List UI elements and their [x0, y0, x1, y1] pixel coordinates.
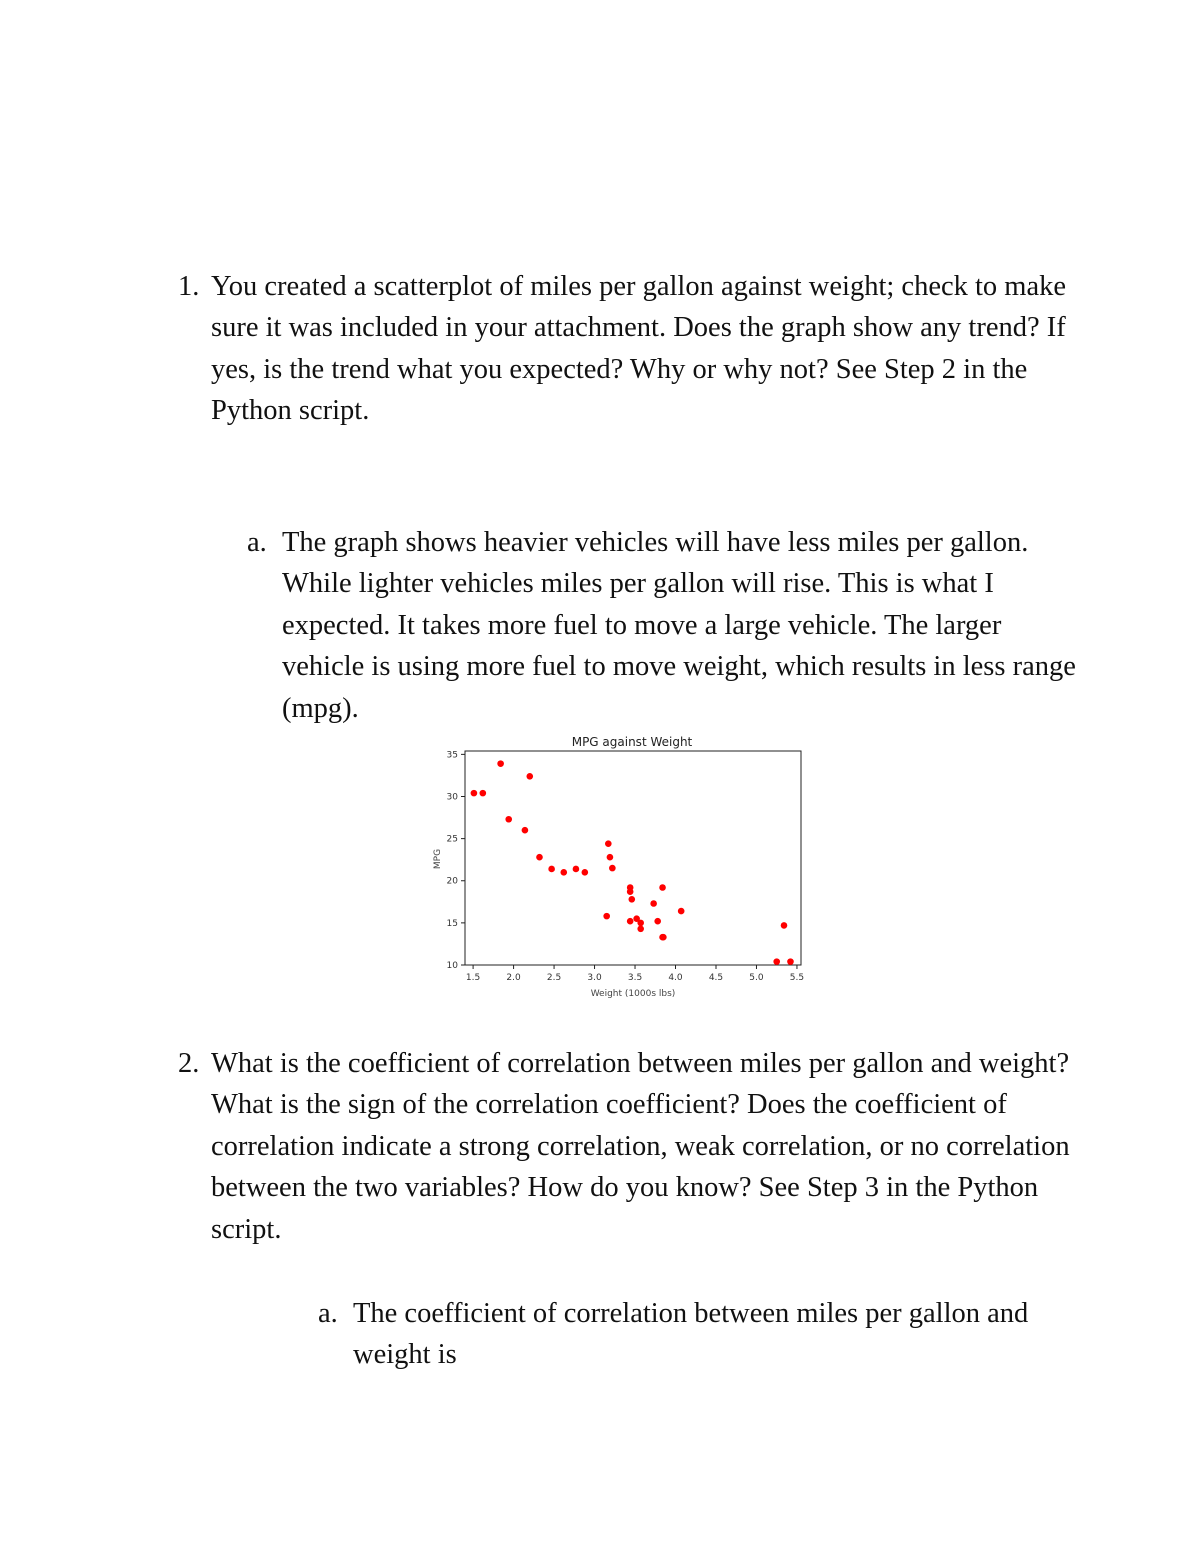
- data-point: [536, 854, 543, 861]
- plot-frame: [465, 751, 801, 965]
- x-tick-label: 2.0: [506, 973, 521, 983]
- data-point: [607, 854, 614, 861]
- data-point: [787, 958, 794, 965]
- data-points: [471, 760, 794, 965]
- y-tick-label: 25: [446, 834, 458, 845]
- data-point: [627, 918, 634, 925]
- data-point: [471, 790, 478, 797]
- data-point: [497, 760, 504, 767]
- data-point: [659, 934, 666, 941]
- data-point: [650, 900, 657, 907]
- question-2-text: What is the coefficient of correlation between miles per gallon and weight? What is the sign of the correlation coefficient? Does the coefficient of correlation indicate a strong correlation, weak correlation, or no correlation between the two variables? How do you know? See Step 3 in the Python script.: [211, 1048, 1070, 1245]
- x-tick-label: 5.5: [789, 973, 805, 983]
- y-axis-label: MPG: [433, 848, 443, 870]
- data-point: [605, 840, 612, 847]
- data-point: [659, 884, 666, 891]
- answer-2a-text: The coefficient of correlation between miles per gallon and weight is: [353, 1298, 1029, 1371]
- x-tick-label: 1.5: [465, 973, 481, 983]
- y-tick-label: 10: [446, 961, 458, 971]
- x-tick-label: 3.5: [627, 973, 643, 983]
- y-tick-label: 35: [446, 750, 458, 761]
- data-point: [505, 816, 512, 823]
- y-axis-ticks: [447, 750, 465, 971]
- y-tick-label: 30: [446, 792, 458, 803]
- answer-1a-text: The graph shows heavier vehicles will have less miles per gallon. While lighter vehicles miles per gallon will rise. This is what I expected. It takes more fuel to move a large vehicle. The larger vehicle is using more fuel to move weight, which results in less range (mpg).: [282, 527, 1076, 724]
- x-tick-label: 3.0: [587, 973, 602, 983]
- question-1-number: 1.: [178, 271, 200, 302]
- question-2-number: 2.: [178, 1048, 200, 1079]
- y-tick-label: 20: [446, 876, 458, 887]
- x-tick-label: 5.0: [749, 973, 764, 983]
- data-point: [637, 920, 644, 927]
- data-point: [560, 869, 567, 876]
- data-point: [654, 918, 661, 925]
- x-tick-label: 2.5: [546, 973, 562, 983]
- data-point: [573, 866, 580, 873]
- data-point: [627, 888, 634, 895]
- data-point: [628, 896, 635, 903]
- answer-1a-marker: a.: [247, 527, 267, 558]
- chart-title: MPG against Weight: [571, 735, 693, 749]
- data-point: [603, 913, 610, 920]
- data-point: [480, 790, 487, 797]
- data-point: [548, 866, 555, 873]
- data-point: [781, 922, 788, 929]
- x-axis-ticks: [466, 965, 804, 983]
- data-point: [582, 869, 589, 876]
- data-point: [526, 773, 533, 780]
- data-point: [609, 865, 616, 872]
- data-point: [773, 958, 780, 965]
- answer-2a-marker: a.: [318, 1298, 338, 1329]
- data-point: [678, 908, 685, 915]
- y-tick-label: 15: [446, 918, 458, 929]
- mpg-scatter-chart: [420, 728, 820, 1010]
- x-tick-label: 4.5: [708, 973, 724, 983]
- data-point: [522, 827, 529, 834]
- data-point: [637, 925, 644, 932]
- x-tick-label: 4.0: [668, 973, 683, 983]
- question-1-text: You created a scatterplot of miles per gallon against weight; check to make sure it was included in your attachment. Does the graph show any trend? If yes, is the trend what you expected? Why or why not? See Step 2 in the Python script.: [211, 271, 1066, 427]
- x-axis-label: Weight (1000s lbs): [590, 989, 676, 999]
